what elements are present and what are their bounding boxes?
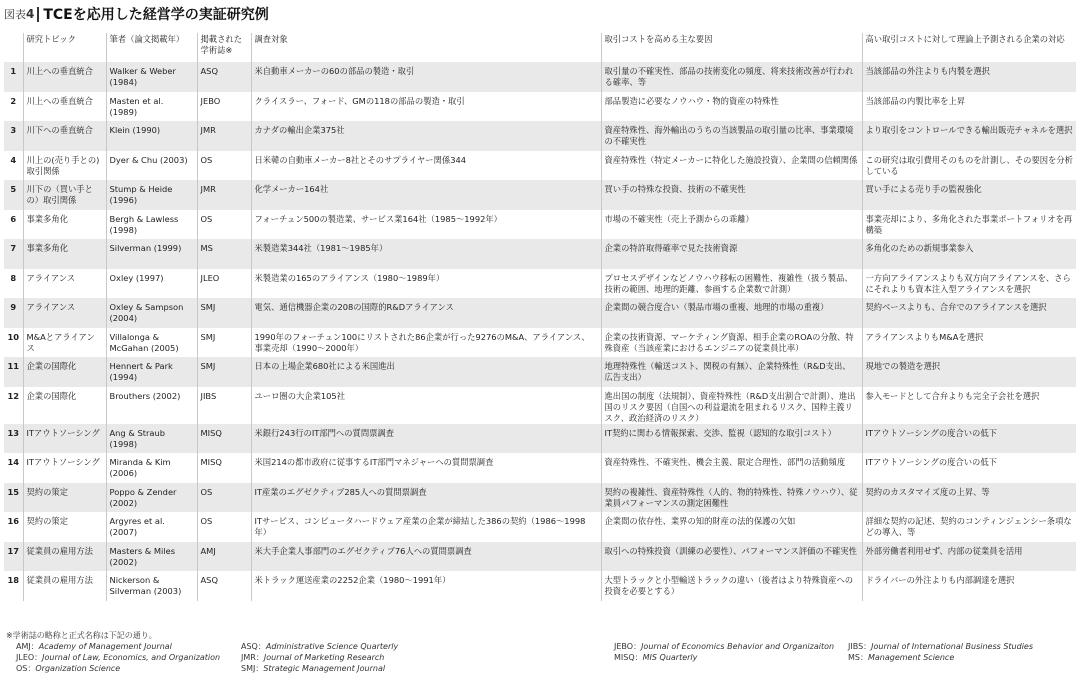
journal-abbr: JEBO xyxy=(614,642,634,651)
cell-topic: 川上への垂直統合 xyxy=(23,92,106,122)
cell-journal: JMR xyxy=(197,180,251,210)
cell-response: 当該部品の内製比率を上昇 xyxy=(862,92,1076,122)
cell-journal: MISQ xyxy=(197,453,251,483)
journal-abbreviation: MISQ：MIS Quarterly xyxy=(614,653,698,662)
cell-topic: 契約の策定 xyxy=(23,512,106,542)
journal-name: Management Science xyxy=(867,653,955,662)
table-header-row xyxy=(4,33,1076,62)
cell-target: 日本の上場企業680社による米国進出 xyxy=(251,357,601,387)
header-topic: 研究トピック xyxy=(23,33,106,62)
cell-response: 契約のカスタマイズ度の上昇、等 xyxy=(862,483,1076,513)
cell-factor: 取引への特殊投資（訓練の必要性）、パフォーマンス評価の不確実性 xyxy=(601,542,862,572)
cell-response: 契約ベースよりも、合弁でのアライアンスを選択 xyxy=(862,298,1076,328)
cell-no: 3 xyxy=(10,125,17,135)
cell-journal: AMJ xyxy=(197,542,251,572)
cell-target: 米トラック運送産業の2252企業（1980〜1991年） xyxy=(251,571,601,601)
cell-topic: アライアンス xyxy=(23,298,106,328)
footnote-note: ※学術誌の略称と正式名称は下記の通り。 xyxy=(6,631,157,640)
cell-journal: OS xyxy=(197,483,251,513)
cell-target: 米製造業344社（1981〜1985年） xyxy=(251,239,601,269)
table-row xyxy=(4,512,1076,542)
cell-author: Villalonga & McGahan (2005) xyxy=(106,328,197,358)
cell-no: 14 xyxy=(7,457,20,467)
cell-target: ユーロ圏の大企業105社 xyxy=(251,387,601,424)
cell-journal: MS xyxy=(197,239,251,269)
cell-target: 米大手企業人事部門のエグゼクティブ76人への質問票調査 xyxy=(251,542,601,572)
table-row xyxy=(4,180,1076,210)
table-row xyxy=(4,62,1076,92)
cell-target: 米自動車メーカーの60の部品の製造・取引 xyxy=(251,62,601,92)
cell-author: Miranda & Kim (2006) xyxy=(106,453,197,483)
cell-factor: 企業間の競合度合い（製品市場の重複、地理的市場の重複） xyxy=(601,298,862,328)
research-table xyxy=(4,33,1076,601)
cell-topic: 川上の(売り手との)取引関係 xyxy=(23,151,106,181)
cell-journal: SMJ xyxy=(197,328,251,358)
cell-factor: 取引量の不確実性、部品の技術変化の頻度、将来技術改善が行われる確率、等 xyxy=(601,62,862,92)
cell-no: 18 xyxy=(7,575,20,585)
journal-abbr: ASQ xyxy=(241,642,258,651)
table-row xyxy=(4,357,1076,387)
cell-target: ITサービス、コンピュータハードウェア産業の企業が締結した386の契約（1986〜1998年） xyxy=(251,512,601,542)
cell-response: 外部労働者利用せず、内部の従業員を活用 xyxy=(862,542,1076,572)
cell-journal: ASQ xyxy=(197,62,251,92)
cell-response: より取引をコントロールできる輸出販売チャネルを選択 xyxy=(862,121,1076,151)
journal-name: MIS Quarterly xyxy=(642,653,698,662)
cell-response: 詳細な契約の記述、契約のコンティンジェンシー条項などの導入、等 xyxy=(862,512,1076,542)
cell-response: この研究は取引費用そのものを計測し、その要因を分析している xyxy=(862,151,1076,181)
cell-response: 事業売却により、多角化された事業ポートフォリオを再構築 xyxy=(862,210,1076,240)
figure-header xyxy=(4,3,269,25)
cell-author: Nickerson & Silverman (2003) xyxy=(106,571,197,601)
table-row xyxy=(4,210,1076,240)
cell-topic: アライアンス xyxy=(23,269,106,299)
cell-author: Masten et al. (1989) xyxy=(106,92,197,122)
table-row xyxy=(4,151,1076,181)
journal-name: Journal of Marketing Research xyxy=(263,653,385,662)
cell-target: 米製造業の165のアライアンス（1980〜1989年） xyxy=(251,269,601,299)
cell-target: 米銀行243行のIT部門への質問票調査 xyxy=(251,424,601,454)
page-title: TCEを応用した経営学の実証研究例 xyxy=(43,7,269,23)
cell-target: 米国214の都市政府に従事するIT部門マネジャーへの質問票調査 xyxy=(251,453,601,483)
cell-journal: MISQ xyxy=(197,424,251,454)
table-row xyxy=(4,483,1076,513)
cell-author: Oxley & Sampson (2004) xyxy=(106,298,197,328)
journal-name: Academy of Management Journal xyxy=(38,642,172,651)
cell-topic: 川上への垂直統合 xyxy=(23,62,106,92)
table-row xyxy=(4,298,1076,328)
cell-journal: JIBS xyxy=(197,387,251,424)
journal-name: Organization Science xyxy=(35,664,121,673)
cell-topic: 川下の（買い手との）取引関係 xyxy=(23,180,106,210)
cell-author: Masters & Miles (2002) xyxy=(106,542,197,572)
cell-factor: 資産特殊性、不確実性、機会主義、限定合理性、部門の活動頻度 xyxy=(601,453,862,483)
cell-factor: 買い手の特殊な投資、技術の不確実性 xyxy=(601,180,862,210)
journal-abbr: SMJ xyxy=(241,664,256,673)
journal-name: Strategic Management Journal xyxy=(263,664,386,673)
cell-factor: 進出国の制度（法規制）、資産特殊性（R&D支出割合で計測）、進出国のリスク要因（自国への利益還流を阻まれるリスク、国粋主義リスク、政治経済のリスク） xyxy=(601,387,862,424)
cell-target: 化学メーカー164社 xyxy=(251,180,601,210)
journal-abbr: AMJ xyxy=(16,642,31,651)
table-row xyxy=(4,328,1076,358)
cell-journal: JMR xyxy=(197,121,251,151)
cell-target: 日米韓の自動車メーカー8社とそのサプライヤー関係344 xyxy=(251,151,601,181)
header-response: 高い取引コストに対して理論上予測される企業の対応 xyxy=(862,33,1076,62)
header-factor: 取引コストを高める主な要因 xyxy=(601,33,862,62)
cell-target: クライスラー、フォード、GMの118の部品の製造・取引 xyxy=(251,92,601,122)
cell-no: 10 xyxy=(7,331,20,342)
cell-response: 買い手による売り手の監視強化 xyxy=(862,180,1076,210)
cell-response: 一方向アライアンスよりも双方向アライアンスを、さらにそれよりも資本注入型アライアンスを選択 xyxy=(862,269,1076,299)
cell-topic: 事業多角化 xyxy=(23,239,106,269)
cell-author: Brouthers (2002) xyxy=(106,387,197,424)
cell-no: 6 xyxy=(10,213,17,224)
cell-journal: OS xyxy=(197,512,251,542)
cell-no: 4 xyxy=(10,154,17,165)
cell-journal: SMJ xyxy=(197,298,251,328)
cell-factor: 大型トラックと小型輸送トラックの違い（後者はより特殊資産への投資を必要とする） xyxy=(601,571,862,601)
cell-response: 当該部品の外注よりも内製を選択 xyxy=(862,62,1076,92)
cell-response: 参入モードとして合弁よりも完全子会社を選択 xyxy=(862,387,1076,424)
cell-factor: 契約の複雑性、資産特殊性（人的、物的特殊性、特殊ノウハウ）、従業員パフォーマンスの測定困難性 xyxy=(601,483,862,513)
cell-response: 多角化のための新規事業参入 xyxy=(862,239,1076,269)
cell-author: Dyer & Chu (2003) xyxy=(106,151,197,181)
table-row xyxy=(4,92,1076,122)
cell-target: 1990年のフォーチュン100にリストされた86企業が行った9276のM&A、アライアンス、事業売却（1990〜2000年） xyxy=(251,328,601,358)
cell-factor: プロセスデザインなどノウハウ移転の困難性、複雑性（扱う製品、技術の範囲、地理的距離、参画する企業数で計測） xyxy=(601,269,862,299)
cell-target: 電気、通信機器企業の208の国際的R&Dアライアンス xyxy=(251,298,601,328)
cell-topic: 従業員の雇用方法 xyxy=(23,571,106,601)
table-row xyxy=(4,269,1076,299)
cell-no: 15 xyxy=(7,486,20,497)
table-row xyxy=(4,239,1076,269)
journal-abbreviation: JLEO：Journal of Law, Economics, and Organization xyxy=(16,653,221,662)
cell-topic: M&Aとアライアンス xyxy=(23,328,106,358)
header-number xyxy=(4,33,23,62)
cell-topic: 従業員の雇用方法 xyxy=(23,542,106,572)
cell-response: ITアウトソーシングの度合いの低下 xyxy=(862,453,1076,483)
cell-factor: IT契約に関わる情報探索、交渉、監視（認知的な取引コスト） xyxy=(601,424,862,454)
cell-no: 13 xyxy=(7,427,20,438)
journal-name: Journal of International Business Studies xyxy=(871,642,1033,651)
cell-author: Ang & Straub (1998) xyxy=(106,424,197,454)
journal-abbr: JIBS xyxy=(848,642,864,651)
cell-no: 9 xyxy=(10,302,17,312)
journal-abbreviation: JMR：Journal of Marketing Research xyxy=(241,653,385,662)
journal-abbr: JMR xyxy=(241,653,256,662)
journal-name: Journal of Economics Behavior and Organizaiton xyxy=(641,642,835,651)
cell-journal: ASQ xyxy=(197,571,251,601)
cell-no: 16 xyxy=(7,516,20,526)
cell-author: Bergh & Lawless (1998) xyxy=(106,210,197,240)
cell-no: 7 xyxy=(10,243,17,253)
cell-no: 12 xyxy=(7,390,20,401)
cell-topic: 企業の国際化 xyxy=(23,357,106,387)
cell-topic: 川下への垂直統合 xyxy=(23,121,106,151)
cell-response: アライアンスよりもM&Aを選択 xyxy=(862,328,1076,358)
cell-factor: 企業間の依存性、業界の知的財産の法的保護の欠如 xyxy=(601,512,862,542)
cell-response: ITアウトソーシングの度合いの低下 xyxy=(862,424,1076,454)
journal-abbreviation: OS：Organization Science xyxy=(16,664,121,673)
journal-name: Journal of Law, Economics, and Organization xyxy=(42,653,221,662)
cell-response: 現地での製造を選択 xyxy=(862,357,1076,387)
header-target: 調査対象 xyxy=(251,33,601,62)
journal-abbreviation: AMJ：Academy of Management Journal xyxy=(16,642,172,651)
cell-target: IT産業のエグゼクティブ285人への質問票調査 xyxy=(251,483,601,513)
cell-factor: 資産特殊性（特定メーカーに特化した施設投資）、企業間の信頼関係 xyxy=(601,151,862,181)
journal-abbr: MS xyxy=(848,653,860,662)
cell-journal: JEBO xyxy=(197,92,251,122)
cell-no: 5 xyxy=(10,184,17,194)
table-row xyxy=(4,542,1076,572)
cell-no: 2 xyxy=(10,95,17,106)
cell-response: ドライバーの外注よりも内部調達を選択 xyxy=(862,571,1076,601)
cell-factor: 市場の不確実性（売上予測からの乖離） xyxy=(601,210,862,240)
cell-topic: 企業の国際化 xyxy=(23,387,106,424)
table-row xyxy=(4,121,1076,151)
cell-journal: OS xyxy=(197,210,251,240)
journal-name: Administrative Science Quarterly xyxy=(265,642,399,651)
journal-abbr: MISQ xyxy=(614,653,635,662)
cell-target: フォーチュン500の製造業、サービス業164社（1985〜1992年） xyxy=(251,210,601,240)
header-journal: 掲載された学術誌※ xyxy=(197,33,251,62)
cell-no: 8 xyxy=(10,272,17,283)
cell-topic: 事業多角化 xyxy=(23,210,106,240)
journal-abbr: JLEO xyxy=(16,653,35,662)
header-author: 筆者（論文掲載年） xyxy=(106,33,197,62)
cell-author: Argyres et al. (2007) xyxy=(106,512,197,542)
journal-abbr: OS xyxy=(16,664,28,673)
cell-topic: 契約の策定 xyxy=(23,483,106,513)
figure-label: 図表4 xyxy=(4,7,39,22)
cell-author: Poppo & Zender (2002) xyxy=(106,483,197,513)
cell-no: 17 xyxy=(7,545,20,556)
cell-author: Silverman (1999) xyxy=(106,239,197,269)
cell-topic: ITアウトソーシング xyxy=(23,424,106,454)
cell-journal: OS xyxy=(197,151,251,181)
table-row xyxy=(4,571,1076,601)
journal-abbreviation: SMJ：Strategic Management Journal xyxy=(241,664,386,673)
cell-target: カナダの輸出企業375社 xyxy=(251,121,601,151)
table-row xyxy=(4,424,1076,454)
cell-author: Oxley (1997) xyxy=(106,269,197,299)
cell-factor: 部品製造に必要なノウハウ・物的資産の特殊性 xyxy=(601,92,862,122)
cell-journal: JLEO xyxy=(197,269,251,299)
table-row xyxy=(4,453,1076,483)
cell-journal: SMJ xyxy=(197,357,251,387)
cell-no: 1 xyxy=(10,66,17,76)
cell-factor: 企業の特許取得確率で見た技術資源 xyxy=(601,239,862,269)
journal-abbreviation: JIBS：Journal of International Business Studies xyxy=(848,642,1033,651)
cell-author: Stump & Heide (1996) xyxy=(106,180,197,210)
cell-author: Klein (1990) xyxy=(106,121,197,151)
journal-abbreviation: MS：Management Science xyxy=(848,653,955,662)
table-row xyxy=(4,387,1076,424)
journal-abbreviation: JEBO：Journal of Economics Behavior and Organizaiton xyxy=(614,642,835,651)
cell-no: 11 xyxy=(7,361,20,371)
cell-factor: 資産特殊性、海外輸出のうちの当該製品の取引量の比率、事業環境の不確実性 xyxy=(601,121,862,151)
cell-factor: 企業の技術資源、マーケティング資源、相手企業のROAの分散、特殊資産（当該産業におけるエンジニアの従業員比率） xyxy=(601,328,862,358)
journal-abbreviation: ASQ：Administrative Science Quarterly xyxy=(241,642,399,651)
cell-factor: 地理特殊性（輸送コスト、関税の有無）、企業特殊性（R&D支出、広告支出） xyxy=(601,357,862,387)
cell-author: Walker & Weber (1984) xyxy=(106,62,197,92)
cell-topic: ITアウトソーシング xyxy=(23,453,106,483)
cell-author: Hennert & Park (1994) xyxy=(106,357,197,387)
